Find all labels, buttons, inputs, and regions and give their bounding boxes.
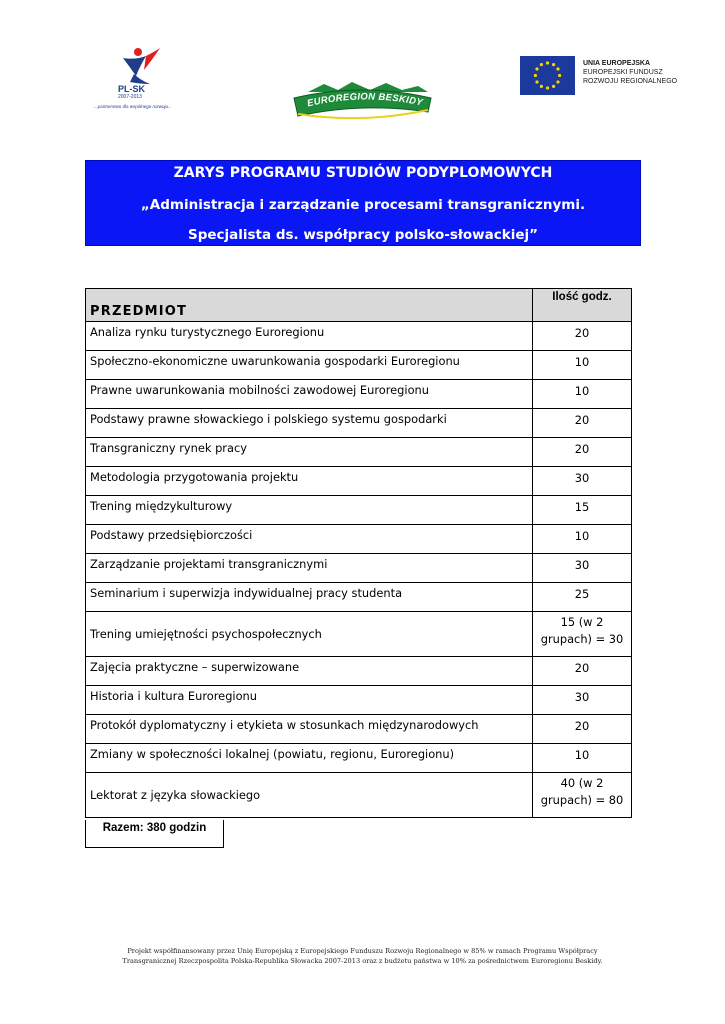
row-hours: 20: [533, 438, 632, 467]
footer-line-2: Transgranicznej Rzeczpospolita Polska-Republika Słowacka 2007-2013 oraz z budżetu państwa w 10% za pośrednictwem Euroregionu Beskidy.: [122, 957, 603, 965]
row-subject: Lektorat z języka słowackiego: [86, 773, 533, 818]
row-hours: 30: [533, 686, 632, 715]
eu-logo: [520, 56, 690, 96]
row-subject: Trening międzykulturowy: [86, 496, 533, 525]
row-subject: Trening umiejętności psychospołecznych: [86, 612, 533, 657]
row-hours: 30: [533, 554, 632, 583]
eu-label-fund: EUROPEJSKI FUNDUSZ: [583, 69, 663, 76]
row-hours: 20: [533, 715, 632, 744]
row-hours: 25: [533, 583, 632, 612]
eu-label-regional: ROZWOJU REGIONALNEGO: [583, 78, 678, 85]
row-hours: 20: [533, 657, 632, 686]
row-subject: Zajęcia praktyczne – superwizowane: [86, 657, 533, 686]
table-row: [86, 657, 632, 686]
program-title-banner: [85, 160, 641, 246]
course-table: [85, 288, 632, 818]
row-subject: Zarządzanie projektami transgranicznymi: [86, 554, 533, 583]
table-row: [86, 525, 632, 554]
table-row: [86, 773, 632, 818]
plsk-years: 2007-2013: [118, 94, 142, 100]
row-hours: [533, 773, 632, 818]
banner-program-name: „Administracja i zarządzanie procesami transgranicznymi.: [140, 197, 586, 213]
header-hours: Ilość godz.: [533, 289, 632, 322]
row-subject: Seminarium i superwizja indywidualnej pracy studenta: [86, 583, 533, 612]
plsk-slogan: ...partnerstwo dla wspólnego rozwoju...: [94, 104, 172, 109]
row-subject: Metodologia przygotowania projektu: [86, 467, 533, 496]
row-hours-line2: grupach) = 80: [540, 793, 624, 807]
row-hours: 30: [533, 467, 632, 496]
footer-line-1: Projekt współfinansowany przez Unię Europejską z Europejskiego Funduszu Rozwoju Regionalnego w 85% w ramach Programu Współpracy: [127, 947, 598, 955]
table-row: [86, 351, 632, 380]
table-row: [86, 467, 632, 496]
banner-heading: ZARYS PROGRAMU STUDIÓW PODYPLOMOWYCH: [173, 165, 553, 181]
row-hours: 20: [533, 409, 632, 438]
header-subject: PRZEDMIOT: [86, 289, 533, 322]
row-subject: Prawne uwarunkowania mobilności zawodowej Euroregionu: [86, 380, 533, 409]
row-hours: 10: [533, 351, 632, 380]
row-hours-line2: grupach) = 30: [540, 632, 624, 646]
row-hours: 15: [533, 496, 632, 525]
total-hours: Razem: 380 godzin: [85, 820, 224, 848]
row-subject: Analiza rynku turystycznego Euroregionu: [86, 322, 533, 351]
plsk-logo: [88, 44, 200, 114]
row-hours-line1: 40 (w 2: [560, 776, 604, 790]
plsk-figure-icon: [88, 44, 200, 89]
row-subject: Protokół dyplomatyczny i etykieta w stosunkach międzynarodowych: [86, 715, 533, 744]
row-hours-line1: 15 (w 2: [560, 615, 604, 629]
table-row: [86, 438, 632, 467]
table-header-row: [86, 289, 632, 322]
row-hours: 20: [533, 322, 632, 351]
table-row: [86, 583, 632, 612]
table-row: [86, 322, 632, 351]
row-subject: Podstawy przedsiębiorczości: [86, 525, 533, 554]
row-subject: Transgraniczny rynek pracy: [86, 438, 533, 467]
row-subject: Zmiany w społeczności lokalnej (powiatu, regionu, Euroregionu): [86, 744, 533, 773]
row-subject: Historia i kultura Euroregionu: [86, 686, 533, 715]
row-hours: [533, 612, 632, 657]
table-row: [86, 612, 632, 657]
table-row: [86, 554, 632, 583]
table-row: [86, 744, 632, 773]
plsk-name: PL-SK: [118, 84, 145, 94]
table-row: [86, 715, 632, 744]
table-row: [86, 409, 632, 438]
table-row: [86, 496, 632, 525]
eu-label-union: UNIA EUROPEJSKA: [583, 60, 651, 67]
row-subject: Społeczno-ekonomiczne uwarunkowania gospodarki Euroregionu: [86, 351, 533, 380]
eu-flag-icon: [520, 56, 575, 95]
row-hours: 10: [533, 525, 632, 554]
funding-footer: [60, 946, 665, 966]
banner-specialization: Specjalista ds. współpracy polsko-słowackiej”: [187, 227, 538, 243]
row-hours: 10: [533, 380, 632, 409]
table-row: [86, 380, 632, 409]
euroregion-beskidy-logo: [290, 78, 435, 126]
row-subject: Podstawy prawne słowackiego i polskiego systemu gospodarki: [86, 409, 533, 438]
euroregion-logo-text: EUROREGION BESKIDY: [306, 91, 424, 110]
table-row: [86, 686, 632, 715]
row-hours: 10: [533, 744, 632, 773]
